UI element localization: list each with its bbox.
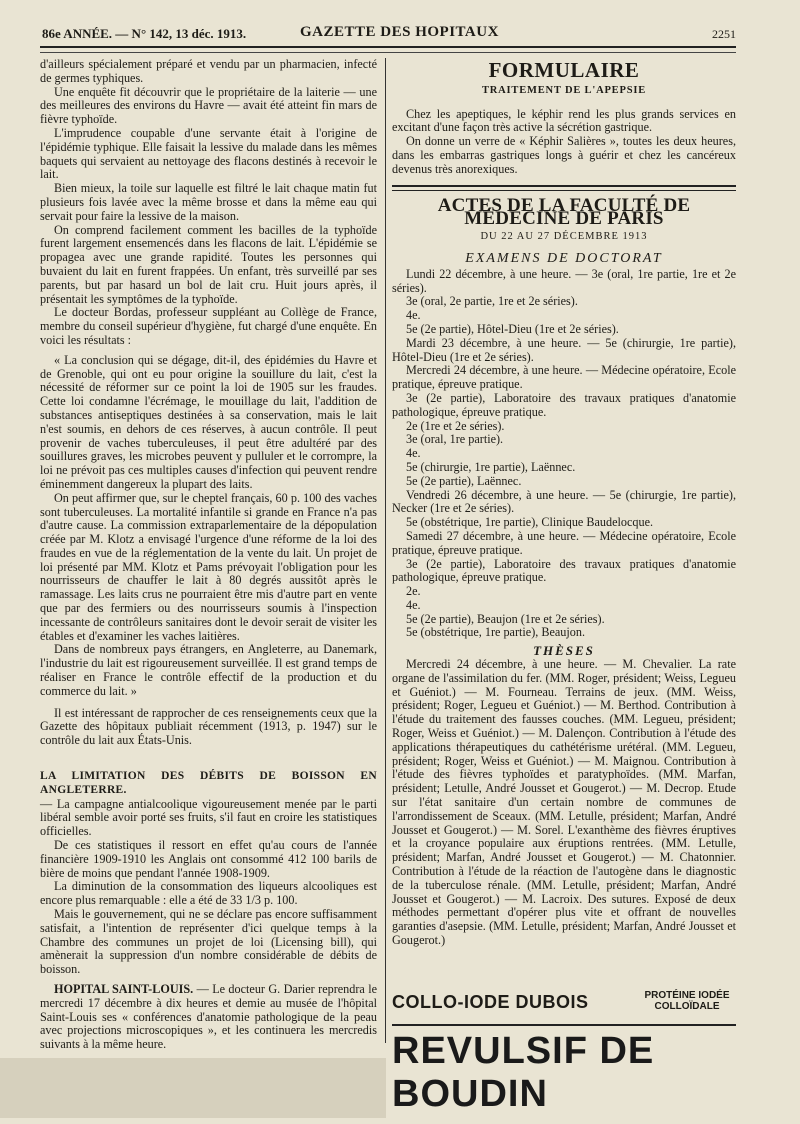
actes-dates: DU 22 AU 27 DÉCEMBRE 1913 — [480, 231, 648, 243]
theses-text: Mercredi 24 décembre, à une heure. — M. Chevalier. La rate organe de l'assimilation du fer. (MM. Roger, président; Weiss, Legueu et Guéniot.) — M. Fourneau. Terrains de jeux. (MM. Weiss, président; Roger, Legueu et Guéniot.) — M. Berthod. Contribution à l'étude du traitement des fausses couches. (MM. Legueu, président; Roger, Weiss et Guéniot.) — M. Dalençon. Contribution à l'étude des applications thérapeutiques du cathétérisme urétéral. (MM. Legueu, président; Roger, Weiss et Guéniot.) — M. Maignou. Contribution à l'étude des fièvres typhoïdes et paratyphoïdes. (MM. Marfan, président; Letulle, André Jousset et Gougerot.) — M. Decrop. Etude sur l'état sanitaire d'un certain nombre de communes de l'arrondissement de Sceaux. (MM. Letulle, président; Marfan, André Jousset et Gougerot.) — M. Sorel. L'exanthème des fièvres éruptives et la croyance populaire aux éruptions rentrées. (MM. Letulle, président; Marfan, André Jousset et Gougerot.) — M. Chatonnier. Contribution à l'étude de la réaction de l'autogène dans le diagnostic de la tuberculose rénale. (MM. Letulle, président; Marfan, André Jousset et Gougerot.) — M. Lacroix. Des sutures. Exposé de deux méthodes permettant d'opérer plus vite et offrant de nouvelles garanties d'asepsie. (MM. Letulle, président; Marfan, André Jousset et Gougerot.) — [392, 657, 736, 948]
exam-line: 5e (2e partie), Beaujon (1re et 2e séries). — [406, 611, 605, 626]
exam-line: 3e (2e partie), Laboratoire des travaux pratiques d'anatomie pathologique, épreuve pratique. — [392, 556, 736, 585]
paragraph: De ces statistiques il ressort en effet qu'au cours de l'année financière 1909-1910 les Anglais ont consommé 412 100 barils de bière de moins que pendant l'année 1908-1909. — [40, 838, 377, 880]
paragraph: Dans de nombreux pays étrangers, en Angleterre, au Danemark, l'industrie du lait est rigoureusement surveillée. Il est grand temps de réaliser en France le contrôle effectif de la production et du commerce du lait. » — [40, 642, 377, 698]
paragraph: Chez les apeptiques, le képhir rend les plus grands services en excitant d'une façon très active la sécrétion gastrique. — [392, 106, 736, 135]
faded-ad-block — [0, 1058, 386, 1118]
left-column — [40, 57, 378, 1052]
paragraph: « La conclusion qui se dégage, dit-il, des épidémies du Havre et de Grenoble, qui ont eu pour origine la souillure du lait, c'est la nécessité de réformer sur ce point la loi de 1905 sur les fraudes. Cette loi condamne l'écrémage, le mouillage du lait, l'addition de substances antiseptiques destinées à sa conservation, mais le lait n'est soumis, en dehors de ces réserves, à aucun contrôle. Il peut provenir de vaches tuberculeuses, il peut être adultéré par des souillures graves, les microbes peuvent y pulluler et le corrompre, la loi ne prévoit pas ces multiples causes d'infection qui peuvent rendre éminemment dangereux la plupart des laits. — [40, 352, 377, 491]
exam-line: 4e. — [406, 308, 421, 323]
column-divider — [385, 58, 386, 1043]
collo-iode-ad — [392, 990, 736, 1014]
page-header — [42, 24, 736, 46]
hospital-text: — Le docteur G. Darier reprendra le mercredi 17 décembre à dix heures et demie au musée de l'hôpital Saint-Louis ses « conférences d'anatomie pathologique de la peau avec projections microscopiques », et les continuera les mercredis suivants à la même heure. — [40, 982, 378, 1052]
exam-heading: EXAMENS DE DOCTORAT — [465, 250, 663, 266]
exam-line: Mardi 23 décembre, à une heure. — 5e (chirurgie, 1re partie), Hôtel-Dieu (1re et 2e séries). — [392, 335, 736, 364]
formulaire-subtitle: TRAITEMENT DE L'APEPSIE — [481, 84, 647, 96]
actes-title: ACTES DE LA FACULTÉ DE MÉDECINE DE PARIS — [437, 194, 691, 230]
theses-heading: THÈSES — [533, 643, 595, 659]
exam-line: 4e. — [406, 597, 421, 612]
exam-line: 5e (chirurgie, 1re partie), Laënnec. — [406, 459, 576, 474]
exam-line: 5e (2e partie), Laënnec. — [406, 473, 522, 488]
section-title: LA LIMITATION DES DÉBITS DE BOISSON EN ANGLETERRE. — [40, 770, 377, 796]
paragraph: Le docteur Bordas, professeur suppléant au Collège de France, membre du conseil supérieur d'hygiène, fut chargé d'une enquête. En voici les résultats : — [40, 305, 377, 347]
paragraph: La diminution de la consommation des liqueurs alcooliques est encore plus remarquable : elle a été de 33 1/3 p. 100. — [40, 879, 377, 908]
exam-line: Vendredi 26 décembre, à une heure. — 5e (chirurgie, 1re partie), Necker (1re et 2e séries). — [392, 487, 736, 516]
right-column — [392, 58, 736, 1058]
paragraph: — La campagne antialcoolique vigoureusement menée par le parti libéral semble avoir porté ses fruits, s'il faut en croire les statistiques officielles. — [40, 796, 377, 839]
issue-info: 86e ANNÉE. — N° 142, 13 déc. 1913. — [42, 26, 247, 41]
exam-line: 3e (oral, 2e partie, 1re et 2e séries). — [406, 294, 578, 309]
exam-line: Samedi 27 décembre, à une heure. — Médecine opératoire, Ecole pratique, épreuve pratique. — [392, 528, 736, 557]
journal-title: GAZETTE DES HOPITAUX — [300, 24, 499, 40]
exam-line: Lundi 22 décembre, à une heure. — 3e (oral, 1re partie, 1re et 2e séries). — [392, 266, 736, 295]
formulaire-title: FORMULAIRE — [488, 58, 640, 82]
exam-line: 4e. — [406, 446, 421, 461]
exam-line: 2e. — [406, 584, 421, 599]
paragraph: Il est intéressant de rapprocher de ces renseignements ceux que la Gazette des hôpitaux publiait récemment (1913, p. 1947) sur le contrôle du lait aux États-Unis. — [40, 705, 377, 748]
hospital-notice — [40, 983, 377, 1052]
collo-iode-side: PROTÉINE IODÉE COLLOÏDALE — [644, 990, 730, 1012]
paragraph: On comprend facilement comment les bacilles de la typhoïde furent largement ensemencés dans les flacons de lait. L'épidémie se propagea avec une grande rapidité. Toutes les personnes qui buvaient du lait en furent frappées. Un enfant, très surveillé par ses parents, but par hasard un bol de lait cru. Huit jours après, il présentait les symptômes de la typhoïde. — [40, 222, 377, 306]
exam-line: 3e (oral, 1re partie). — [406, 432, 504, 447]
section-divider — [392, 185, 736, 191]
header-rule-thin — [40, 52, 736, 53]
header-rule — [40, 46, 736, 48]
paragraph: L'imprudence coupable d'une servante était à l'origine de l'épidémie typhique. Elle faisait la lessive du malade dans les mêmes baquets qui servaient au nettoyage des flacons destinés à recevoir le lait. — [40, 125, 377, 182]
exam-line: 3e (2e partie), Laboratoire des travaux pratiques d'anatomie pathologique, épreuve pratique. — [392, 390, 736, 419]
paragraph: On donne un verre de « Képhir Salières », toutes les deux heures, dans les embarras gastriques longs à guérir et chez les cancéreux devenus très anorexiques. — [392, 134, 736, 176]
exam-line: 5e (obstétrique, 1re partie), Beaujon. — [406, 625, 586, 640]
collo-iode-label: COLLO-IODE DUBOIS — [392, 992, 589, 1012]
exam-line: 2e (1re et 2e séries). — [406, 418, 505, 433]
paragraph: Bien mieux, la toile sur laquelle est filtré le lait chaque matin fut plusieurs fois lavée avec la même brosse et dans la même eau qui servait pour faire la lessive de la maison. — [40, 181, 377, 223]
paragraph: On peut affirmer que, sur le cheptel français, 60 p. 100 des vaches sont tuberculeuses. La mortalité infantile si grande en France n'a pas d'autre cause. La commission extraparlementaire de la dépopulation créée par M. Klotz a envisagé l'urgence d'une réforme de la loi des fraudes en vue de la réglementation de la vente du lait. Un projet de loi présenté par MM. Klotz et Pams prévoyait l'obligation pour les nourrisseurs de chauffer le lait à 80 degrés aussitôt après le ramassage. Les laits crus ne pourraient être mis d'autre part en vente que par des fermiers ou des nourrisseurs soumis à l'inspection incessante de contrôleurs sanitaires dont le devoir serait de visiter les étables et d'examiner les vaches laitières. — [40, 490, 377, 643]
paragraph: Une enquête fit découvrir que le propriétaire de la laiterie — une des meilleures des environs du Havre — avait été atteint fin mars de fièvre typhoïde. — [40, 84, 377, 127]
paragraph: Mais le gouvernement, qui ne se déclare pas encore suffisamment satisfait, a l'intention de représenter d'ici quelque temps à la Chambre des communes un projet de loi (Licensing bill), qui amènerait la suppression d'un nombre considérable de débits de boisson. — [40, 907, 377, 977]
revulsif-ad — [392, 1024, 736, 1115]
paragraph: d'ailleurs spécialement préparé et vendu par un pharmacien, infecté de germes typhiques. — [40, 57, 377, 85]
exam-line: 5e (2e partie), Hôtel-Dieu (1re et 2e séries). — [406, 321, 619, 336]
revulsif-label: REVULSIF DE BOUDIN — [392, 1030, 655, 1115]
exam-line: Mercredi 24 décembre, à une heure. — Médecine opératoire, Ecole pratique, épreuve pratique. — [392, 363, 736, 392]
exam-line: 5e (obstétrique, 1re partie), Clinique Baudelocque. — [406, 515, 654, 530]
hospital-title: HOPITAL SAINT-LOUIS. — [54, 982, 194, 996]
page-number: 2251 — [712, 27, 736, 41]
